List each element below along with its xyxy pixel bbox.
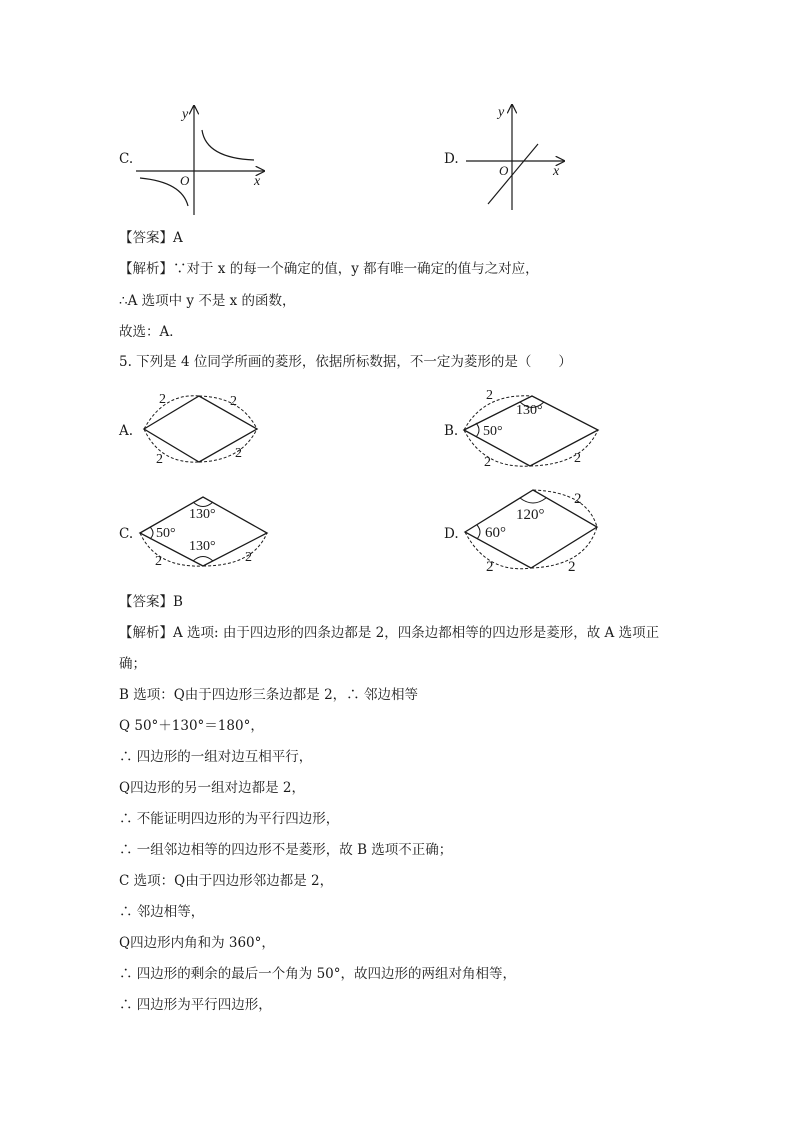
q5-analysis-line-3: B 选项：Q由于四边形三条边都是 2，∴ 邻边相等 xyxy=(119,687,418,703)
angle-label: 130° xyxy=(189,507,216,522)
q4-analysis-line-3: 故选：A． xyxy=(119,324,183,340)
q4-answer xyxy=(119,229,183,247)
answer-value: A xyxy=(173,230,183,246)
rhombus-a-letter: A. xyxy=(119,423,134,439)
y-axis-label: y xyxy=(498,105,505,120)
side-label: 2 xyxy=(568,559,576,575)
answer-label: 【答案】 xyxy=(119,230,173,246)
side-label: 2 xyxy=(156,452,163,467)
q5-analysis-line-12: ∴ 四边形的剩余的最后一个角为 50°，故四边形的两组对角相等， xyxy=(119,966,517,982)
analysis-label: 【解析】 xyxy=(119,625,173,641)
q5-analysis-line-7: ∴ 不能证明四边形的为平行四边形， xyxy=(119,811,340,827)
side-label: 2 xyxy=(235,446,242,461)
analysis-label: 【解析】 xyxy=(119,261,173,277)
q5-analysis-line-6: Q四边形的另一组对边都是 2， xyxy=(119,780,305,796)
option-d-letter: D. xyxy=(444,151,459,167)
side-label: 2 xyxy=(574,451,581,466)
side-label: 2 xyxy=(155,554,162,569)
curve-branch-upper xyxy=(202,130,254,160)
q5-analysis-line-10: ∴ 邻边相等， xyxy=(119,904,205,920)
side-label: 2 xyxy=(484,455,491,470)
side-label: 2 xyxy=(159,392,166,407)
q5-analysis-line-9: C 选项：Q由于四边形邻边都是 2， xyxy=(119,873,334,889)
angle-label: 120° xyxy=(516,507,545,523)
option-c-letter: C. xyxy=(119,151,134,167)
origin-label: O xyxy=(180,173,190,188)
rhombus-b-letter: B. xyxy=(444,423,459,439)
q5-analysis-line-1: 【解析】A 选项: 由于四边形的四条边都是 2，四条边都相等的四边形是菱形，故 A 选项正 xyxy=(119,625,660,641)
answer-label: 【答案】 xyxy=(119,594,173,610)
side-label: 2 xyxy=(245,550,252,565)
angle-label: 60° xyxy=(485,525,506,541)
rhombus-a-figure xyxy=(138,385,268,470)
q5-analysis-line-8: ∴ 一组邻边相等的四边形不是菱形，故 B 选项不正确； xyxy=(119,842,453,858)
side-label: 2 xyxy=(574,491,582,507)
answer-value: B xyxy=(173,594,183,610)
side-label: 2 xyxy=(486,388,493,403)
angle-label: 50° xyxy=(156,526,176,541)
rhombus-d-figure xyxy=(460,482,605,582)
rhombus-d-letter: D. xyxy=(444,526,459,542)
q5-stem: 5. 下列是 4 位同学所画的菱形，依据所标数据，不一定为菱形的是（ ） xyxy=(119,354,572,370)
origin-label: O xyxy=(499,163,509,178)
x-axis-label: x xyxy=(553,164,560,179)
angle-label: 50° xyxy=(483,424,503,439)
q5-analysis-line-4: Q 50°＋130°＝180°， xyxy=(119,718,264,734)
rhombus-b-figure xyxy=(460,383,605,473)
q5-analysis-line-5: ∴ 四边形的一组对边互相平行， xyxy=(119,749,313,765)
q4-analysis-line-2: ∴A 选项中 y 不是 x 的函数， xyxy=(119,293,296,309)
rhombus-c-letter: C. xyxy=(119,526,134,542)
q5-analysis-line-13: ∴ 四边形为平行四边形， xyxy=(119,997,272,1013)
angle-label: 130° xyxy=(189,539,216,554)
q5-answer xyxy=(119,593,183,611)
side-label: 2 xyxy=(486,559,494,575)
side-label: 2 xyxy=(230,394,237,409)
x-axis-label: x xyxy=(254,174,261,189)
straight-line xyxy=(488,144,538,204)
q5-analysis-line-11: Q四边形内角和为 360°， xyxy=(119,935,275,951)
angle-label: 130° xyxy=(516,403,543,418)
option-d-line-graph xyxy=(460,100,580,215)
option-c-hyperbola-graph xyxy=(136,100,276,220)
q5-analysis-line-2: 确； xyxy=(119,656,146,672)
q4-analysis-line-1: 【解析】∵对于 x 的每一个确定的值，y 都有唯一确定的值与之对应， xyxy=(119,261,539,277)
y-axis-label: y xyxy=(182,107,189,122)
rhombus-c-figure xyxy=(136,486,276,576)
